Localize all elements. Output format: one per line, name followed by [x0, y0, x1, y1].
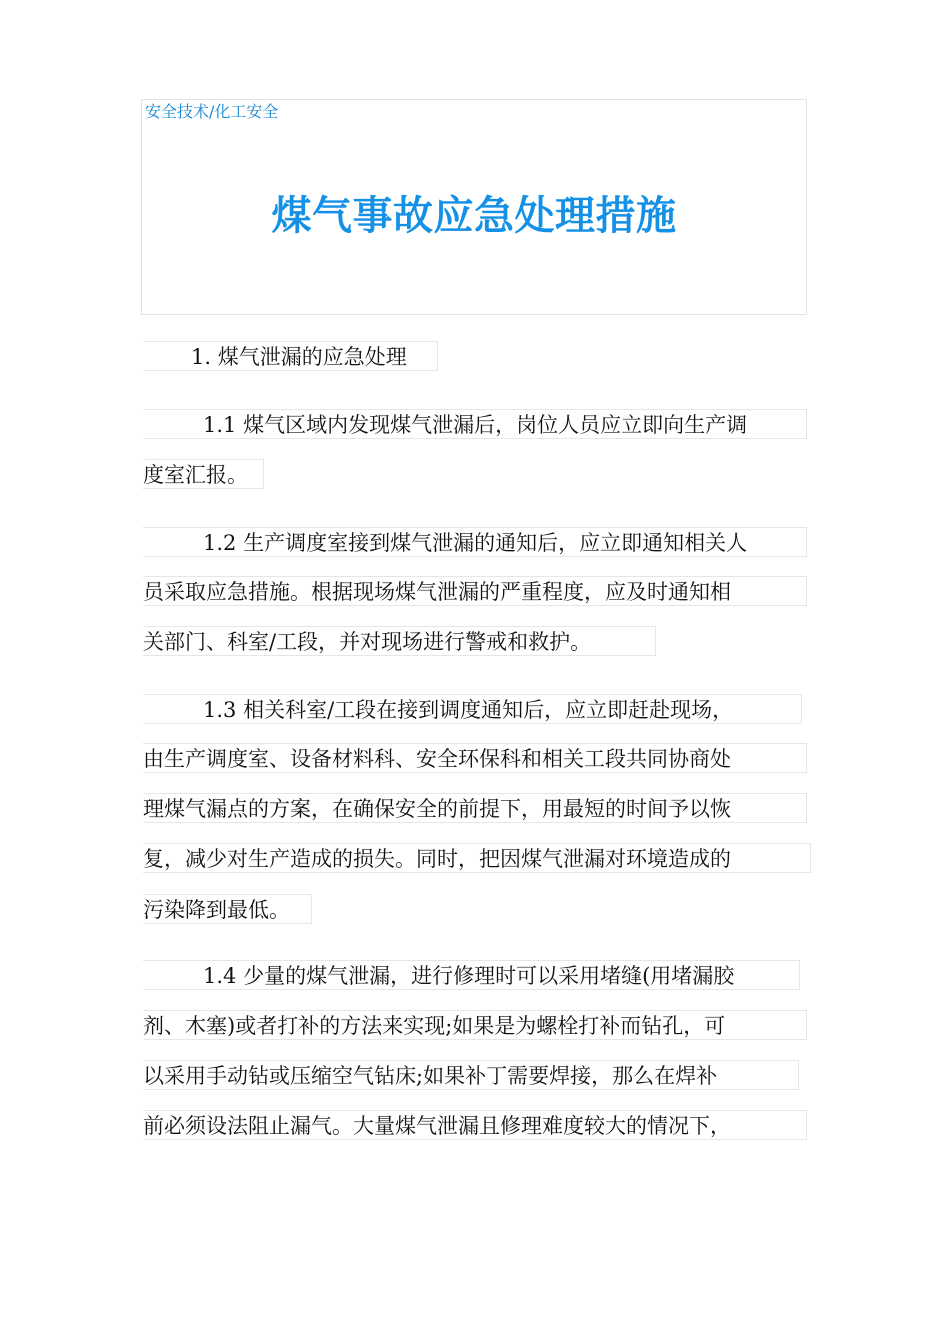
paragraph-line: 以采用手动钻或压缩空气钻床;如果补丁需要焊接，那么在焊补: [143, 1060, 799, 1090]
paragraph-line: 关部门、科室/工段，并对现场进行警戒和救护。: [143, 626, 656, 656]
page-title: 煤气事故应急处理措施: [271, 193, 677, 239]
paragraph-line: 员采取应急措施。根据现场煤气泄漏的严重程度，应及时通知相: [143, 576, 807, 606]
paragraph-line: 1.2 生产调度室接到煤气泄漏的通知后，应立即通知相关人: [143, 527, 807, 557]
paragraph-line: 由生产调度室、设备材料科、安全环保科和相关工段共同协商处: [143, 743, 807, 773]
paragraph-line: 度室汇报。: [143, 459, 264, 489]
paragraph-line: 复，减少对生产造成的损失。同时，把因煤气泄漏对环境造成的: [143, 843, 811, 873]
paragraph-line: 污染降到最低。: [143, 894, 312, 924]
paragraph-line: 1.3 相关科室/工段在接到调度通知后，应立即赶赴现场，: [143, 694, 802, 724]
paragraph-line: 1.4 少量的煤气泄漏，进行修理时可以采用堵缝(用堵漏胶: [143, 960, 800, 990]
paragraph-line: 1.1 煤气区域内发现煤气泄漏后，岗位人员应立即向生产调: [143, 409, 807, 439]
category-label: 安全技术/化工安全: [145, 102, 279, 121]
paragraph-line: 理煤气漏点的方案，在确保安全的前提下，用最短的时间予以恢: [143, 793, 807, 823]
paragraph-line: 前必须设法阻止漏气。大量煤气泄漏且修理难度较大的情况下，: [143, 1110, 807, 1140]
paragraph-line: 剂、木塞)或者打补的方法来实现;如果是为螺栓打补而钻孔，可: [143, 1010, 807, 1040]
section-heading: 1. 煤气泄漏的应急处理: [143, 341, 438, 371]
